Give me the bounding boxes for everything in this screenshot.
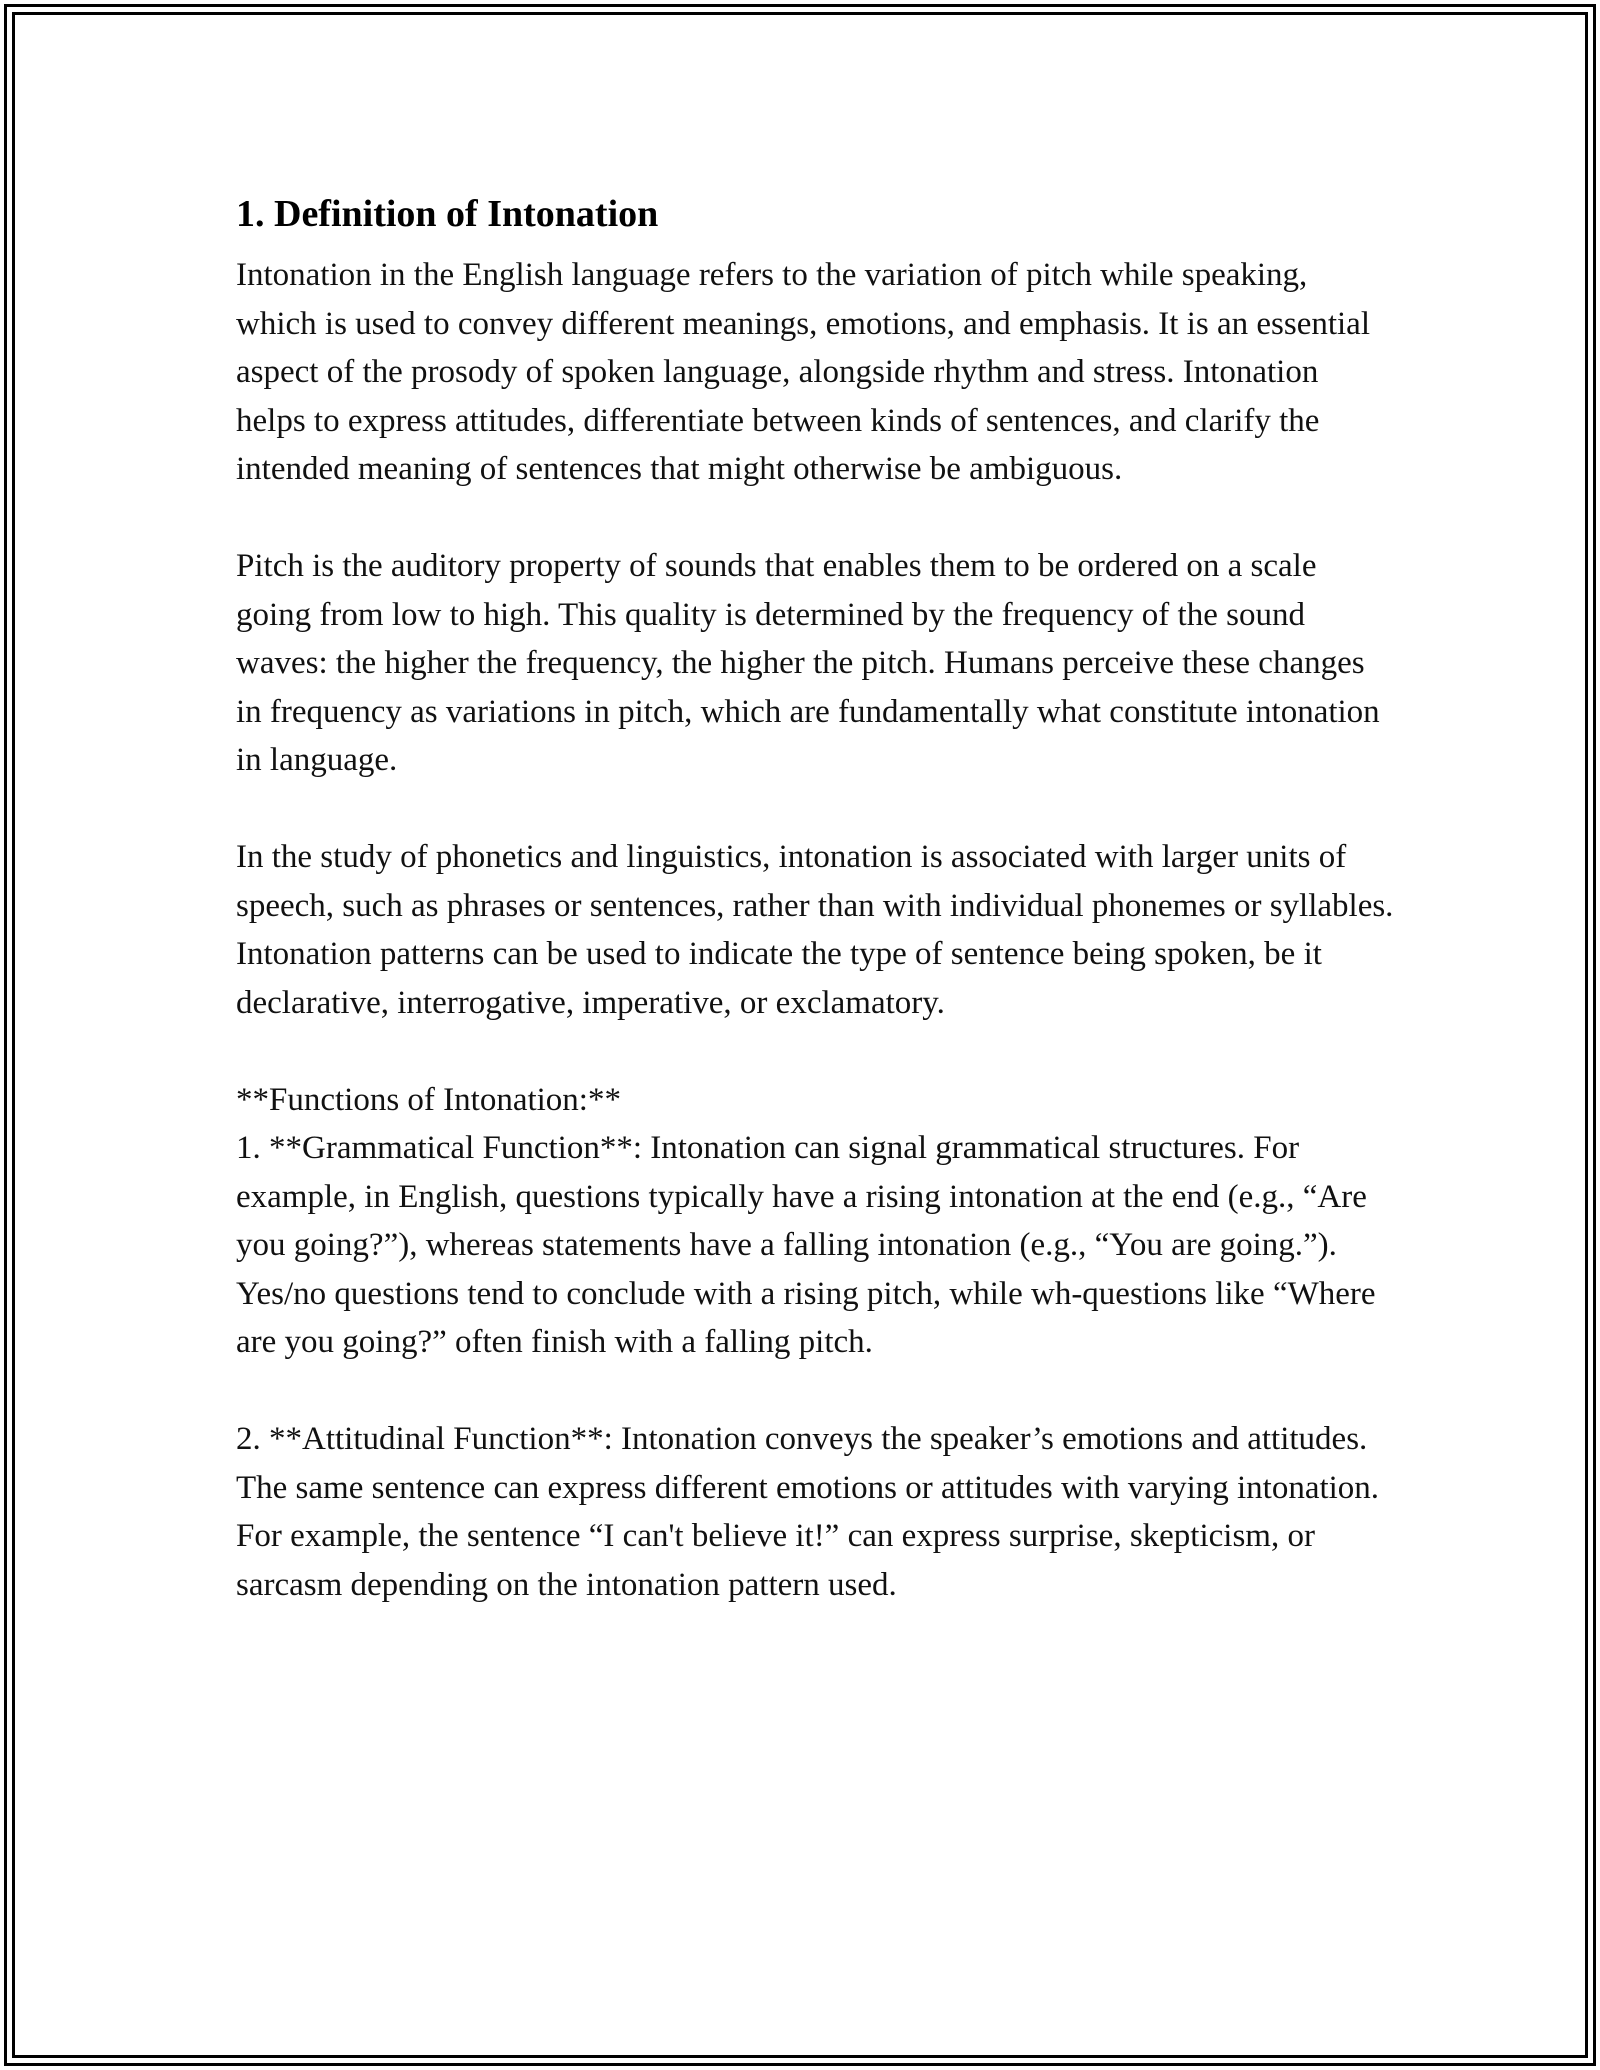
paragraph-definition: Intonation in the English language refers to the variation of pitch while speaking, which is used to convey different meanings, emotions, and emphasis. It is an essential aspect of the prosody of spoken language, alongside rhythm and stress. Intonation helps to express attitudes, differentiate between kinds of sentences, and clarify the intended meaning of sentences that might otherwise be ambiguous. — [236, 257, 1370, 487]
functions-heading: **Functions of Intonation:** — [236, 1081, 621, 1118]
paragraph-grammatical-function: 1. **Grammatical Function**: Intonation can signal grammatical structures. For example, in English, questions typically have a rising intonation at the end (e.g., “Are you going?”), whereas statements have a falling intonation (e.g., “You are going.”). Yes/no questions tend to conclude with a rising pitch, while wh-questions like “Where are you going?” often finish with a falling pitch. — [236, 1130, 1376, 1360]
paragraph-pitch: Pitch is the auditory property of sounds that enables them to be ordered on a scale going from low to high. This quality is determined by the frequency of the sound waves: the higher the frequency, the higher the pitch. Humans perceive these changes in frequency as variations in pitch, which are fundamentally what constitute intonation in language. — [236, 548, 1380, 778]
document-body — [236, 185, 1396, 1658]
paragraph-attitudinal-function: 2. **Attitudinal Function**: Intonation conveys the speaker’s emotions and attitudes. The same sentence can express different emotions or attitudes with varying intonation. For example, the sentence “I can't believe it!” can express surprise, skepticism, or sarcasm depending on the intonation pattern used. — [236, 1421, 1380, 1603]
paragraph-phonetics: In the study of phonetics and linguistics, intonation is associated with larger units of speech, such as phrases or sentences, rather than with individual phonemes or syllables. Intonation patterns can be used to indicate the type of sentence being spoken, be it declarative, interrogative, imperative, or exclamatory. — [236, 839, 1394, 1021]
section-heading: 1. Definition of Intonation — [236, 193, 659, 235]
